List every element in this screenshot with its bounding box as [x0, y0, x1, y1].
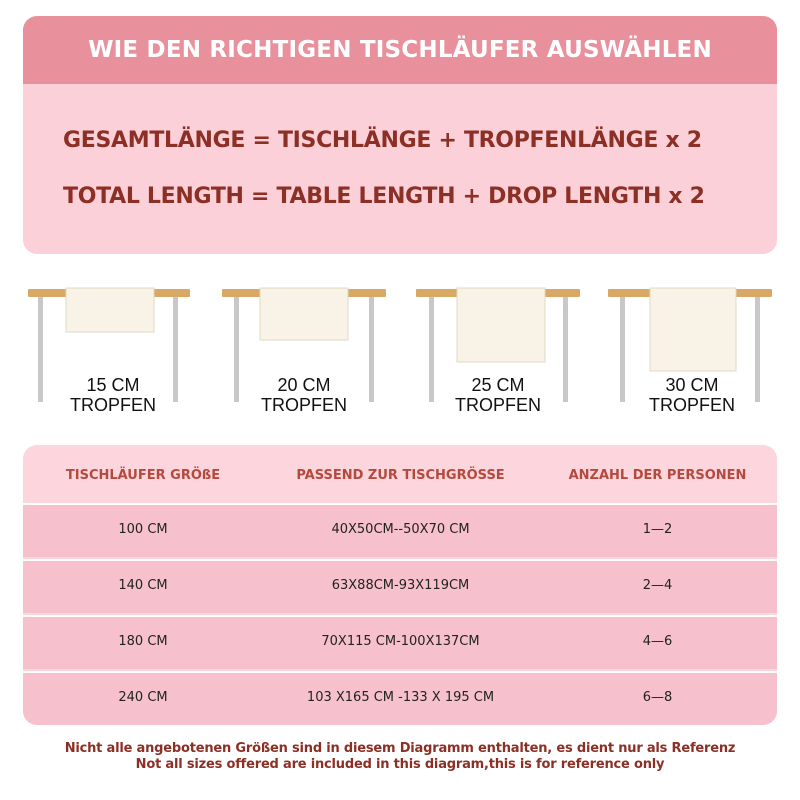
formula-panel [23, 84, 777, 254]
drop-illustration-20 [222, 285, 412, 420]
drop-label: TROPFEN [648, 395, 735, 415]
drop-illustration-15 [28, 285, 218, 420]
drop-size: 20 CM [277, 375, 331, 395]
drop-label: TROPFEN [260, 395, 347, 415]
formula-english: TOTAL LENGTH = TABLE LENGTH + DROP LENGTH x 2 [63, 184, 705, 209]
column-header-table-size: PASSEND ZUR TISCHGRÖSSE [296, 467, 505, 483]
cell-runner-size: 100 CM [118, 522, 168, 537]
footnote-german: Nicht alle angebotenen Größen sind in diesem Diagramm enthalten, es dient nur als Referenz [64, 741, 736, 756]
drop-label: TROPFEN [454, 395, 541, 415]
table-header [23, 445, 777, 505]
size-table [23, 445, 777, 725]
formula-german: GESAMTLÄNGE = TISCHLÄNGE + TROPFENLÄNGE x 2 [63, 128, 702, 153]
cell-table-size: 63X88CM-93X119CM [331, 578, 470, 593]
title-banner [23, 16, 777, 84]
cell-runner-size: 180 CM [118, 634, 168, 649]
drop-size: 15 CM [86, 375, 140, 395]
cell-table-size: 103 X165 CM -133 X 195 CM [306, 690, 495, 705]
cell-persons: 2—4 [642, 578, 673, 593]
drop-illustration-25 [416, 285, 606, 420]
table-row [23, 615, 777, 669]
column-header-runner-size: TISCHLÄUFER GRÖßE [65, 467, 221, 483]
drop-label: TROPFEN [69, 395, 156, 415]
table-row [23, 559, 777, 613]
page-title: WIE DEN RICHTIGEN TISCHLÄUFER AUSWÄHLEN [88, 37, 712, 63]
cell-runner-size: 240 CM [118, 690, 168, 705]
drop-size: 25 CM [471, 375, 525, 395]
cell-table-size: 40X50CM--50X70 CM [331, 522, 470, 537]
table-row [23, 503, 777, 557]
cell-persons: 6—8 [642, 690, 673, 705]
cell-runner-size: 140 CM [118, 578, 168, 593]
footnote-english: Not all sizes offered are included in this diagram,this is for reference only [135, 757, 665, 772]
cell-persons: 4—6 [642, 634, 673, 649]
drop-size: 30 CM [665, 375, 719, 395]
column-header-persons: ANZAHL DER PERSONEN [568, 467, 747, 483]
table-row [23, 671, 777, 725]
cell-table-size: 70X115 CM-100X137CM [321, 634, 480, 649]
drop-illustration-30 [608, 285, 798, 420]
cell-persons: 1—2 [642, 522, 673, 537]
